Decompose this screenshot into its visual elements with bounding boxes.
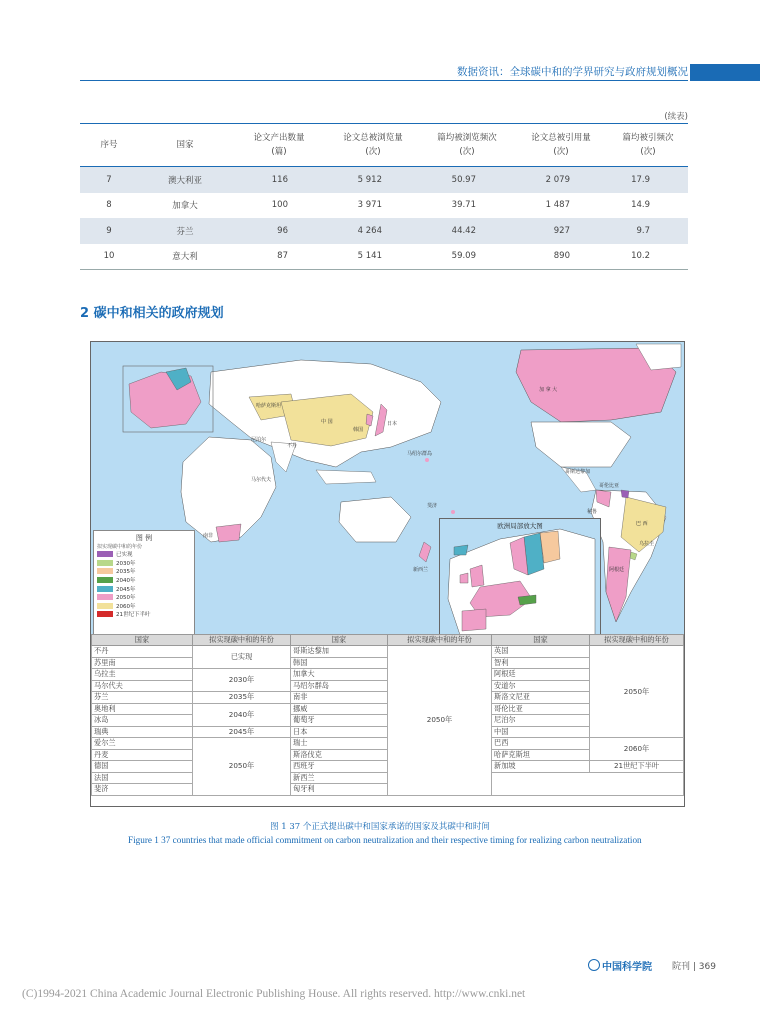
label-costa-rica: 哥斯达黎加 (565, 469, 591, 475)
col-header-views-text: 论文总被浏览量 (次) (343, 133, 403, 157)
figure-1 (90, 341, 685, 807)
legend-title: 图 例 (135, 534, 153, 542)
col-header-papers (232, 124, 326, 167)
label-bhutan: 不丹 (287, 443, 298, 449)
table-header-row (80, 124, 688, 167)
cell: 890 (514, 244, 608, 270)
country-cell: 乌拉圭 (92, 669, 193, 681)
map-argentina (606, 547, 631, 622)
cell: 9 (80, 218, 138, 244)
country-cell: 挪威 (291, 703, 388, 715)
cell: 8 (106, 200, 112, 211)
empty-cell (492, 772, 684, 795)
cell: 5 912 (326, 167, 420, 193)
map-marshall (425, 458, 429, 462)
cell: 96 (232, 218, 326, 244)
country-cell: 新加坡 (492, 761, 590, 773)
table-row (80, 218, 688, 244)
cell: 59.09 (420, 244, 514, 270)
col-header-index: 序号 (80, 124, 138, 167)
header-rule (80, 80, 688, 81)
country-cell: 匈牙利 (291, 784, 388, 796)
col-header-year-3: 拟实现碳中和的年份 (590, 635, 684, 646)
label-colombia: 哥伦比亚 (599, 483, 620, 489)
year-cell: 2030年 (193, 669, 291, 692)
country-cell: 马尔代夫 (92, 680, 193, 692)
section-heading: 2 碳中和相关的政府规划 (80, 306, 224, 321)
label-new-zealand: 新西兰 (413, 567, 429, 573)
label-peru: 秘鲁 (587, 509, 598, 515)
year-cell: 2040年 (193, 703, 291, 726)
legend-swatch (97, 577, 113, 583)
figure-caption-cn: 图 1 37 个正式提出碳中和国家承诺的国家及其碳中和时间 (270, 822, 490, 832)
cell: 39.71 (451, 200, 476, 211)
country-cell: 西班牙 (291, 761, 388, 773)
europe-inset-map (439, 518, 601, 634)
legend-subtitle: 拟实现碳中和的年份 (97, 544, 143, 550)
year-cell: 21世纪下半叶 (590, 761, 684, 773)
table-row (80, 193, 688, 219)
col-header-avg-citations (608, 124, 688, 167)
legend-swatch (97, 594, 113, 600)
col-header-year-2: 拟实现碳中和的年份 (388, 635, 492, 646)
table-row (92, 646, 684, 658)
col-header-avg-views (420, 124, 514, 167)
logo-text: 中国科学院 (602, 962, 652, 973)
legend-label: 2030年 (116, 560, 136, 567)
legend-label: 2040年 (116, 578, 136, 585)
europe-inset-title: 欧洲局部放大图 (497, 522, 543, 530)
cell: 927 (514, 218, 608, 244)
country-cell: 瑞士 (291, 738, 388, 750)
legend-swatch (97, 560, 113, 566)
country-cell: 韩国 (291, 657, 388, 669)
legend-label: 2060年 (116, 603, 136, 610)
country-cell: 巴西 (492, 738, 590, 750)
col-header-country-2: 国家 (291, 635, 388, 646)
legend-label: 已实现 (116, 552, 133, 559)
country-cell: 法国 (92, 772, 193, 784)
legend-label: 2050年 (116, 595, 136, 602)
legend-item (97, 610, 194, 619)
country-cell: 葡萄牙 (291, 715, 388, 727)
country-cell: 不丹 (92, 646, 193, 658)
running-title: 数据资讯：全球碳中和的学界研究与政府规划概况 (457, 66, 688, 78)
country-cell: 南非 (291, 692, 388, 704)
year-cell: 2060年 (590, 738, 684, 761)
country-cell: 日本 (291, 726, 388, 738)
country-cell: 斯洛文尼亚 (492, 692, 590, 704)
label-marshall: 马绍尔群岛 (407, 451, 433, 457)
country-cell: 安道尔 (492, 680, 590, 692)
table-row (80, 167, 688, 193)
country-cell: 智利 (492, 657, 590, 669)
label-fiji: 斐济 (427, 503, 438, 509)
country-cell: 斯洛伐克 (291, 749, 388, 761)
label-south-africa: 南非 (203, 533, 214, 539)
col-header-views (326, 124, 420, 167)
label-uruguay: 乌拉圭 (639, 541, 655, 547)
country-cell: 新西兰 (291, 772, 388, 784)
cell: 17.9 (608, 167, 688, 193)
legend-item (97, 550, 194, 559)
cell: 87 (232, 244, 326, 270)
europe-inset-svg (440, 519, 600, 634)
copyright-notice: (C)1994-2021 China Academic Journal Electronic Publishing House. All rights reserved. http://www.cnki.net (22, 988, 526, 1000)
journal-logo (588, 958, 652, 973)
country-cell: 马绍尔群岛 (291, 680, 388, 692)
year-cell: 2045年 (193, 726, 291, 738)
label-nepal: 尼泊尔 (251, 437, 267, 443)
map-south-africa (216, 524, 241, 542)
country-cell: 冰岛 (92, 715, 193, 727)
year-cell: 2050年 (388, 646, 492, 796)
col-header-citations-text: 论文总被引用量 (次) (531, 133, 591, 157)
cell: 10 (80, 244, 138, 270)
legend-swatch (97, 568, 113, 574)
map-australia (339, 497, 411, 542)
map-suriname (621, 490, 629, 498)
legend-item (97, 584, 194, 593)
year-cell: 2050年 (193, 738, 291, 796)
page-number: 院刊 | 369 (672, 962, 716, 972)
legend-label: 2045年 (116, 586, 136, 593)
cell: 4 264 (326, 218, 420, 244)
cell: 芬兰 (138, 218, 232, 244)
legend-item (97, 593, 194, 602)
header-accent-block (690, 64, 760, 81)
inset-austria (518, 595, 536, 605)
cell: 7 (80, 167, 138, 193)
country-cell: 爱尔兰 (92, 738, 193, 750)
country-cell: 斐济 (92, 784, 193, 796)
country-cell: 尼泊尔 (492, 715, 590, 727)
col-header-country-3: 国家 (492, 635, 590, 646)
country-cell: 英国 (492, 646, 590, 658)
col-header-avg-citations-text: 篇均被引频次 (次) (622, 133, 674, 157)
country-cell: 哥伦比亚 (492, 703, 590, 715)
country-cell: 瑞典 (92, 726, 193, 738)
col-header-citations (514, 124, 608, 167)
cell: 9.7 (608, 218, 688, 244)
table-row (80, 244, 688, 270)
figure-caption-en: Figure 1 37 countries that made official commitment on carbon neutralization and their respective timing for realizing carbon neutralization (128, 835, 642, 845)
map-indonesia (316, 470, 376, 484)
commitment-table (91, 634, 684, 796)
label-kazakhstan: 哈萨克斯坦 (256, 403, 282, 409)
col-header-year-1: 拟实现碳中和的年份 (193, 635, 291, 646)
map-fiji (451, 510, 455, 514)
country-cell: 苏里南 (92, 657, 193, 669)
map-new-zealand (419, 542, 431, 562)
country-cell: 哈萨克斯坦 (492, 749, 590, 761)
table-header-row (92, 635, 684, 646)
label-korea: 韩国 (353, 427, 364, 433)
paper-stats-table (80, 123, 688, 270)
country-cell: 哥斯达黎加 (291, 646, 388, 658)
country-cell: 加拿大 (291, 669, 388, 681)
legend-swatch (97, 551, 113, 557)
legend-swatch (97, 611, 113, 617)
year-cell: 2050年 (590, 646, 684, 738)
cell: 50.97 (420, 167, 514, 193)
world-map (91, 342, 684, 634)
legend-label: 2035年 (116, 569, 136, 576)
col-header-papers-text: 论文产出数量 (篇) (253, 133, 305, 157)
label-argentina: 阿根廷 (609, 567, 625, 573)
col-header-country-1: 国家 (92, 635, 193, 646)
label-canada: 加 拿 大 (539, 387, 558, 393)
cell: 澳大利亚 (138, 167, 232, 193)
cell: 116 (232, 167, 326, 193)
cell: 意大利 (138, 244, 232, 270)
label-japan: 日本 (387, 421, 398, 427)
cell: 加拿大 (172, 201, 198, 212)
year-cell: 2035年 (193, 692, 291, 704)
cell: 10.2 (608, 244, 688, 270)
label-brazil: 巴 西 (636, 521, 648, 527)
map-legend (93, 530, 195, 634)
map-usa (531, 422, 631, 467)
table-continued-label: (续表) (664, 112, 688, 122)
legend-label: 21世纪下半叶 (116, 612, 151, 619)
cell: 14.9 (631, 200, 650, 211)
cell: 100 (271, 200, 288, 211)
legend-item (97, 559, 194, 568)
country-cell: 中国 (492, 726, 590, 738)
cell: 1 487 (545, 200, 570, 211)
cell: 2 079 (514, 167, 608, 193)
country-cell: 芬兰 (92, 692, 193, 704)
inset-ireland (460, 573, 468, 583)
legend-swatch (97, 586, 113, 592)
inset-uk (470, 565, 484, 587)
legend-item (97, 567, 194, 576)
cell: 44.42 (420, 218, 514, 244)
country-cell: 丹麦 (92, 749, 193, 761)
country-cell: 阿根廷 (492, 669, 590, 681)
label-maldives: 马尔代夫 (251, 477, 272, 483)
cell: 3 971 (357, 200, 382, 211)
country-cell: 奥地利 (92, 703, 193, 715)
legend-item (97, 576, 194, 585)
logo-emblem-icon (588, 959, 600, 971)
year-cell: 已实现 (193, 646, 291, 669)
inset-iceland (454, 545, 468, 555)
col-header-avg-views-text: 篇均被浏览频次 (次) (437, 133, 497, 157)
col-header-country: 国家 (138, 124, 232, 167)
legend-swatch (97, 603, 113, 609)
label-china: 中 国 (321, 419, 333, 425)
inset-iberia (462, 609, 486, 631)
legend-item (97, 602, 194, 611)
country-cell: 德国 (92, 761, 193, 773)
cell: 5 141 (326, 244, 420, 270)
